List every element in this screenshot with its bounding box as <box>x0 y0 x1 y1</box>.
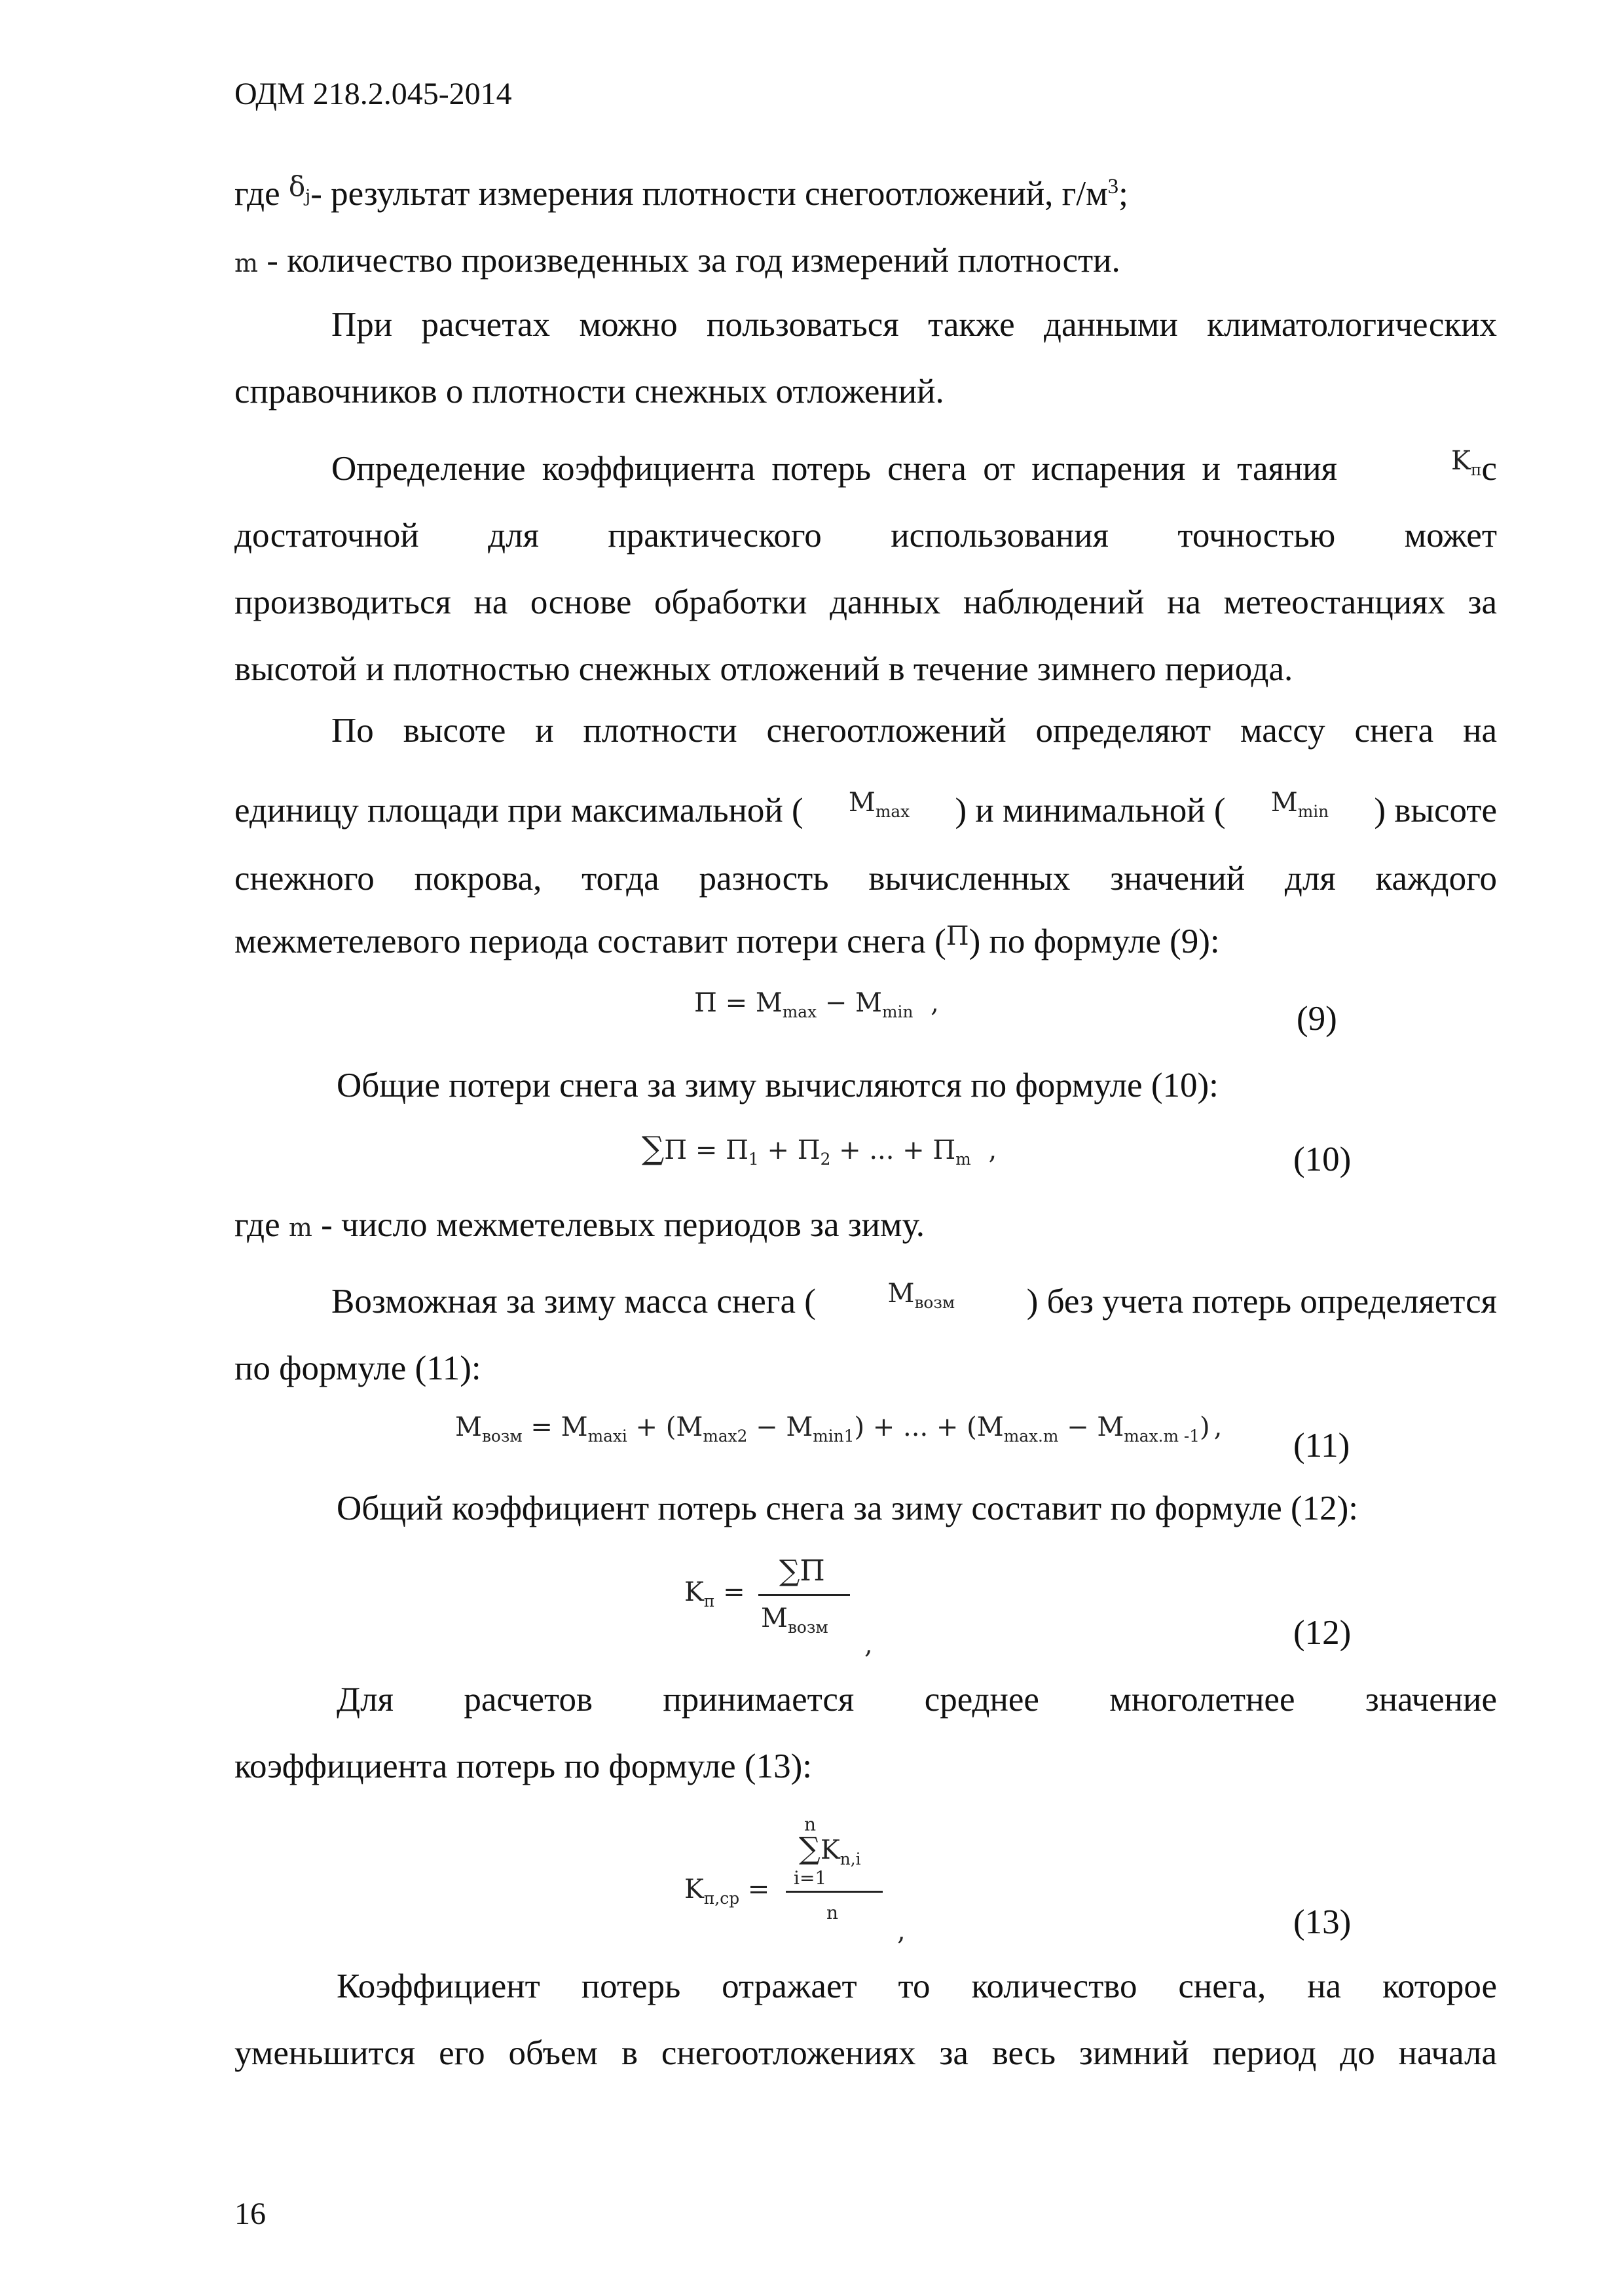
m-description: - количество произведенных за год измерений плотности. <box>267 242 1120 280</box>
equation-13-sum: $\sum K_{n,i}$ <box>799 1831 861 1868</box>
equation-10: $\sum П = П_1 + П_2$ + ... + $П_m$ , <box>642 1130 997 1169</box>
equation-12-fraction-bar <box>758 1594 850 1596</box>
definition-m <box>234 244 1120 278</box>
para2-line2: достаточной для практического использования точностью может <box>234 517 1497 555</box>
definition-delta <box>234 170 1128 213</box>
equation-11-number: (11) <box>1293 1427 1350 1465</box>
para2-line3: производиться на основе обработки данных наблюдений на метеостанциях за <box>234 583 1497 621</box>
para7-line2: коэффициента потерь по формуле (13): <box>234 1747 812 1785</box>
para3-line4 <box>234 921 1220 960</box>
para4: Общие потери снега за зиму вычисляются по формуле (10): <box>337 1066 1219 1104</box>
m-symbol: m <box>288 1213 312 1242</box>
m-max-inline: $M_{max}$ <box>848 788 910 821</box>
para6: Общий коэффициент потерь снега за зиму составит по формуле (12): <box>337 1489 1359 1527</box>
m-min-inline: $M_{min}$ <box>1270 788 1329 821</box>
equation-13-lhs: $K_{п,ср}$ = <box>684 1874 770 1908</box>
para5-line1-b: ) без учета потерь определяется <box>1026 1283 1497 1321</box>
unit-exponent: 3 <box>1107 174 1119 198</box>
delta-description: - результат измерения плотности снегоотложений, г/м <box>310 175 1108 213</box>
equation-11: $M_{возм} = M_{maxi} + (M_{max2} - M_{min1})$ + ... + $(M_{max.m} - M_{max.m -1})$ , <box>455 1412 1223 1446</box>
page-number: 16 <box>234 2196 266 2231</box>
semicolon: ; <box>1118 175 1128 213</box>
para3-line3: снежного покрова, тогда разность вычисленных значений для каждого <box>234 860 1497 898</box>
definition-m-periods <box>234 1208 925 1243</box>
para3-line2 <box>234 788 1497 829</box>
m-possible-inline: $M_{возм}$ <box>887 1279 955 1312</box>
para5-line1-a: Возможная за зиму масса снега ( <box>331 1283 816 1321</box>
m-symbol: m <box>234 249 259 278</box>
p-symbol-inline: П <box>946 921 969 951</box>
equation-12-number: (12) <box>1293 1614 1352 1652</box>
para2-line1 <box>331 446 1497 488</box>
equation-10-number: (10) <box>1293 1140 1352 1178</box>
where-label: где <box>234 175 280 213</box>
where-label: где <box>234 1206 280 1244</box>
para1-line2: справочников о плотности снежных отложений. <box>234 373 944 410</box>
document-header: ОДМ 218.2.045-2014 <box>234 77 512 111</box>
delta-symbol: δj <box>288 170 311 207</box>
para5-line1 <box>331 1279 1497 1321</box>
m-periods-description: - число межметелевых периодов за зиму. <box>321 1206 925 1244</box>
equation-13-upper-limit: n <box>804 1813 817 1835</box>
equation-9-number: (9) <box>1297 1000 1337 1038</box>
para5-line2: по формуле (11): <box>234 1349 481 1387</box>
equation-12-lhs: $K_п$ = <box>684 1577 745 1611</box>
para3-line2-a: единицу площади при максимальной ( <box>234 792 803 829</box>
para2-text: Определение коэффициента потерь снега от испарения и таяния <box>331 450 1337 488</box>
equation-12-denominator: $M_{возм}$ <box>761 1603 828 1637</box>
equation-12-comma: , <box>864 1630 873 1660</box>
k-loss-inline: $^{K_п}$с <box>1451 446 1497 488</box>
para2-line4: высотой и плотностью снежных отложений в течение зимнего периода. <box>234 650 1293 688</box>
para3-line1: По высоте и плотности снегоотложений определяют массу снега на <box>331 712 1497 750</box>
equation-13-comma: , <box>897 1916 906 1946</box>
para8-line2: уменьшится его объем в снегоотложениях за весь зимний период до начала <box>234 2034 1497 2072</box>
para3-line2-c: ) высоте <box>1374 792 1497 829</box>
equation-13-lower-limit: i=1 <box>794 1867 827 1889</box>
para3-line2-b: ) и минимальной ( <box>955 792 1226 829</box>
equation-9: $П = M_{max} - M_{min}$ , <box>694 988 939 1021</box>
para3-line4-b: ) по формуле (9): <box>969 922 1220 960</box>
equation-13-number: (13) <box>1293 1903 1352 1941</box>
equation-13-denominator: n <box>826 1902 839 1923</box>
para1-line1: При расчетах можно пользоваться также данными климатологических <box>331 306 1497 344</box>
equation-12-numerator: ∑П <box>779 1554 825 1588</box>
para7-line1: Для расчетов принимается среднее многолетнее значение <box>337 1681 1497 1719</box>
para3-line4-a: межметелевого периода составит потери снега ( <box>234 922 946 960</box>
para8-line1: Коэффициент потерь отражает то количество снега, на которое <box>337 1967 1497 2005</box>
equation-13-fraction-bar <box>786 1891 883 1893</box>
